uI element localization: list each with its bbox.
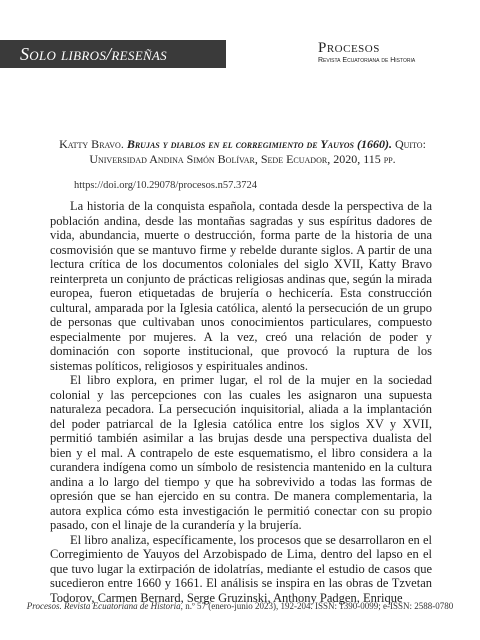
doi-link[interactable]: https://doi.org/10.29078/procesos.n57.3724	[74, 180, 257, 191]
section-header-band	[0, 40, 226, 68]
citation-author: Katty Bravo.	[59, 137, 124, 151]
journal-logo	[318, 41, 468, 66]
paragraph: El libro analiza, específicamente, los procesos que se desarrollaron en el Corregimiento de Yauyos del Arzobispado de Lima, dentro del lapso en el que tuvo lugar la extirpación de idolatrías, mediante el estudio de casos que sucedieron entre 1660 y 1661. El análisis se inspira en las obras de Tzvetan Todorov, Carmen Bernard, Serge Gruzinski, Anthony Padgen, Enrique	[50, 532, 432, 605]
footer-details: n.º 57 (enero-junio 2023), 192-204. ISSN: 1390-0099; e-ISSN: 2588-0780	[185, 601, 454, 611]
review-body	[50, 199, 432, 605]
journal-name: Procesos	[318, 40, 380, 56]
section-title: Solo libros/reseñas	[20, 44, 167, 64]
footer-journal: Procesos. Revista Ecuatoriana de Historia,	[26, 601, 183, 611]
paragraph: La historia de la conquista española, contada desde la perspectiva de la población andina, desde las montañas sagradas y sus espíritus dadores de vida, abundancia, muerte o destrucción, forma parte de la historia de una cosmovisión que se mantuvo firme y rebelde durante siglos. A partir de una lectura crítica de los documentos coloniales del siglo XVII, Katty Bravo reinterpreta un conjunto de prácticas religiosas andinas que, según la mirada europea, fueron etiquetadas de brujería o hechicería. Esta construcción cultural, amparada por la Iglesia católica, alentó la persecución de un grupo de personas que cultivaban unos conocimientos particulares, compuesto especialmente por mujeres. A la vez, creó una relación de poder y dominación con soporte institucional, que provocó la ruptura de los sistemas políticos, religiosos y espirituales andinos.	[50, 199, 432, 373]
citation-publication: Quito: Universidad Andina Simón Bolívar, Sede Ecuador, 2020, 115 pp.	[89, 137, 426, 166]
page-footer	[0, 601, 480, 611]
citation-title: Brujas y diablos en el corregimiento de Yauyos (1660).	[126, 137, 392, 151]
paragraph: El libro explora, en primer lugar, el rol de la mujer en la sociedad colonial y las percepciones con las cuales les asignaron una supuesta naturaleza pecadora. La persecución inquisitorial, aliada a la implantación del poder patriarcal de la Iglesia católica entre los siglos XV y XVII, permitió también asimilar a las brujas desde una perspectiva dualista del bien y el mal. A contrapelo de este esquematismo, el libro considera a la curandera indígena como un símbolo de resistencia mantenido en la cultura andina a lo largo del tiempo y que ha sobrevivido a todas las formas de opresión que se han ejercido en su contra. De manera complementaria, la autora explica cómo esta investigación le permitió conectar con su propio pasado, con el linaje de la curandería y la brujería.	[50, 373, 432, 532]
book-citation	[45, 137, 440, 167]
journal-subtitle: Revista Ecuatoriana de Historia	[318, 57, 416, 64]
